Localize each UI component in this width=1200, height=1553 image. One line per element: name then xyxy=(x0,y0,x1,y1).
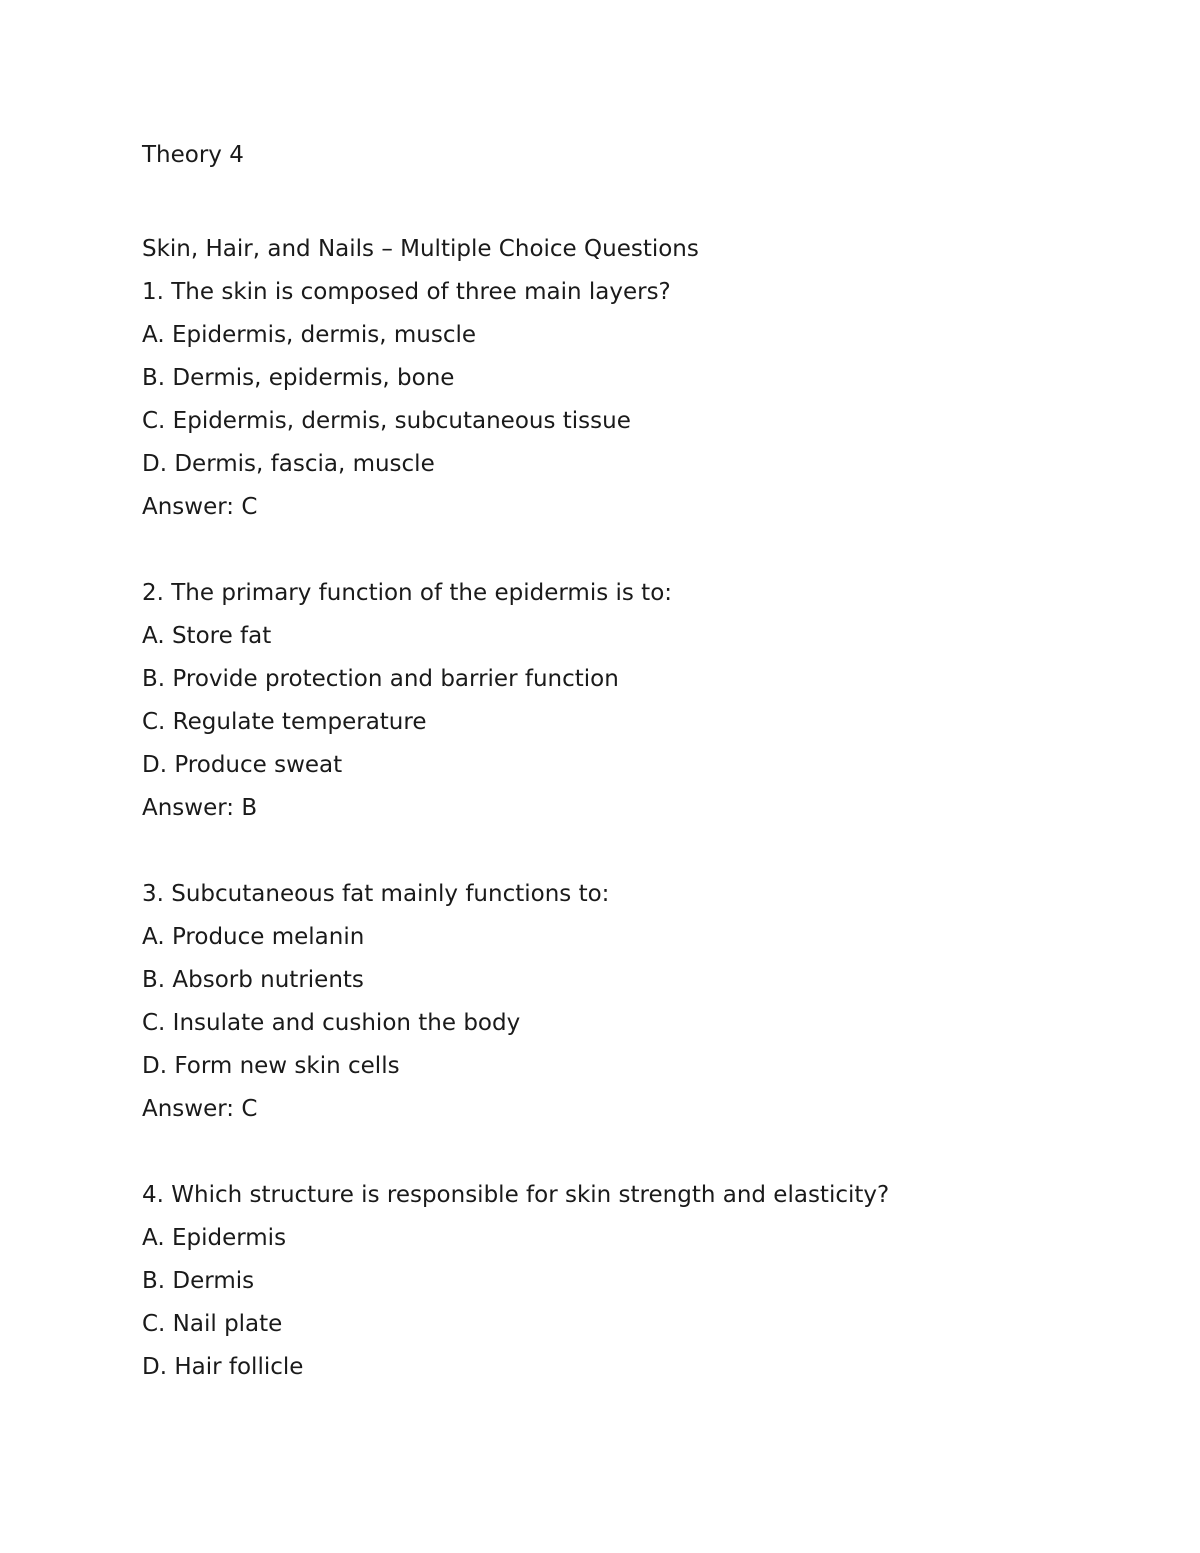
question-block-2 xyxy=(142,579,1102,822)
option-d: D. Hair follicle xyxy=(142,1354,304,1380)
option-c: C. Insulate and cushion the body xyxy=(142,1010,521,1036)
option-a: A. Produce melanin xyxy=(142,924,365,950)
question-block-4 xyxy=(142,1181,1102,1381)
option-b: B. Absorb nutrients xyxy=(142,967,364,993)
option-d: D. Dermis, fascia, muscle xyxy=(142,451,435,477)
question-text: 2. The primary function of the epidermis is to: xyxy=(142,580,673,606)
option-b: B. Provide protection and barrier function xyxy=(142,666,619,692)
option-b: B. Dermis xyxy=(142,1268,255,1294)
answer-text: Answer: C xyxy=(142,1096,258,1122)
option-a: A. Epidermis xyxy=(142,1225,287,1251)
question-text: 3. Subcutaneous fat mainly functions to: xyxy=(142,881,610,907)
option-c: C. Epidermis, dermis, subcutaneous tissue xyxy=(142,408,631,434)
document-body xyxy=(142,141,1102,1396)
section-title: Skin, Hair, and Nails – Multiple Choice Questions xyxy=(142,236,699,262)
answer-text: Answer: C xyxy=(142,494,258,520)
option-d: D. Form new skin cells xyxy=(142,1053,400,1079)
option-b: B. Dermis, epidermis, bone xyxy=(142,365,455,391)
option-d: D. Produce sweat xyxy=(142,752,343,778)
option-c: C. Nail plate xyxy=(142,1311,283,1337)
question-text: 4. Which structure is responsible for skin strength and elasticity? xyxy=(142,1182,890,1208)
question-block-1 xyxy=(142,278,1102,521)
document-title: Theory 4 xyxy=(142,142,244,168)
option-a: A. Store fat xyxy=(142,623,272,649)
question-text: 1. The skin is composed of three main layers? xyxy=(142,279,671,305)
option-a: A. Epidermis, dermis, muscle xyxy=(142,322,477,348)
question-block-3 xyxy=(142,880,1102,1123)
answer-text: Answer: B xyxy=(142,795,258,821)
option-c: C. Regulate temperature xyxy=(142,709,427,735)
